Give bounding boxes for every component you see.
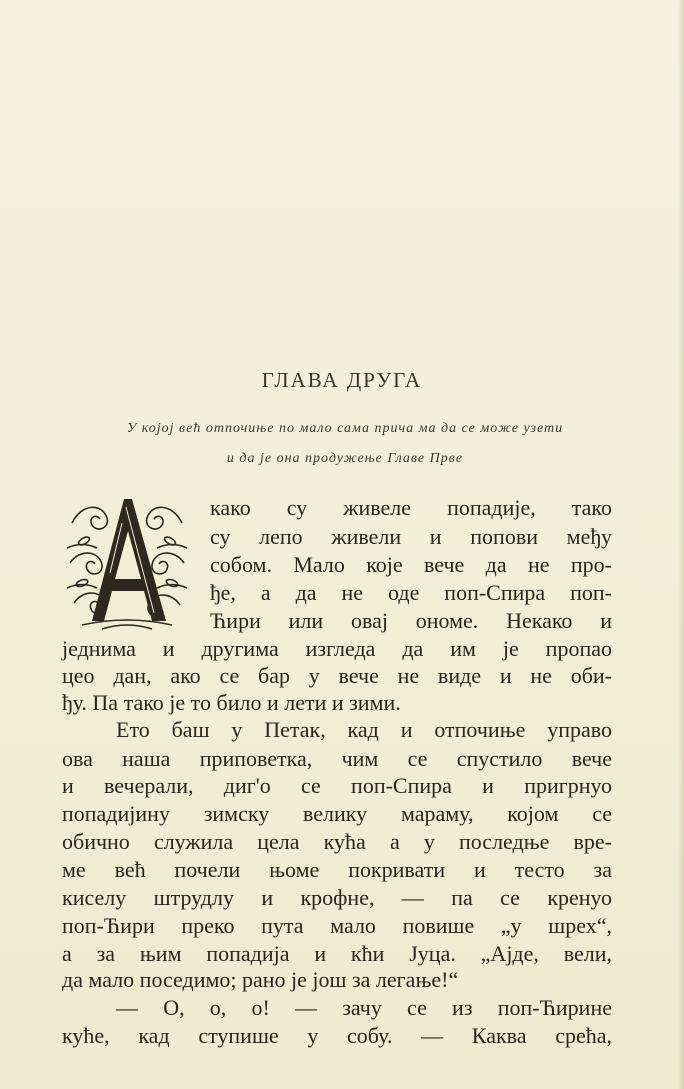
text-line: а за њим попадија и кћи Јуца. „Ајде, вели, bbox=[62, 941, 612, 966]
text-line: цео дан, ако се бар у вече не виде и не оби- bbox=[62, 663, 612, 688]
text-line: попадијину зимску велику мараму, којом се bbox=[62, 801, 612, 826]
text-line: Ето баш у Петак, кад и отпочиње управо bbox=[116, 717, 612, 742]
text-line: поп-Ћири преко пута мало повише „у шрех“, bbox=[62, 913, 612, 938]
text-line: куће, кад ступише у собу. — Каква срећа, bbox=[62, 1023, 612, 1048]
text-line: ме већ почели њоме покривати и тесто за bbox=[62, 857, 612, 882]
page-edge-shadow bbox=[678, 0, 684, 1089]
text-line: собом. Мало које вече да не про- bbox=[210, 552, 612, 577]
text-line: киселу штрудлу и крофне, — па се кренуо bbox=[62, 885, 612, 910]
text-line: обично служила цела кућа а у последње вре- bbox=[62, 829, 612, 854]
text-line: — О, о, о! — зачу се из поп-Ћирине bbox=[116, 995, 612, 1020]
text-line: ова наша приповетка, чим се спустило вече bbox=[62, 746, 612, 771]
text-line: су лепо живели и попови међу bbox=[210, 524, 612, 549]
ornamental-drop-cap bbox=[62, 493, 192, 633]
text-line: и вечерали, диг'о се поп-Спира и пригрнуо bbox=[62, 773, 612, 798]
text-line: ђе, а да не оде поп-Спира поп- bbox=[210, 580, 612, 605]
text-line: Ћири или овај ономе. Некако и bbox=[210, 608, 612, 633]
chapter-title: ГЛАВА ДРУГА bbox=[261, 368, 423, 392]
text-line: да мало поседимо; рано је још за легање!“ bbox=[62, 967, 459, 992]
chapter-summary-line-1: У којој већ отпочиње по мало сама прича ма да се може узети bbox=[126, 421, 564, 436]
text-line: како су живеле попадије, тако bbox=[210, 495, 612, 520]
chapter-summary-line-2: и да је она продужење Главе Прве bbox=[226, 451, 464, 466]
text-line: једнима и другима изгледа да им је пропао bbox=[62, 636, 612, 661]
text-line: ђу. Па тако је то било и лети и зими. bbox=[62, 690, 401, 715]
